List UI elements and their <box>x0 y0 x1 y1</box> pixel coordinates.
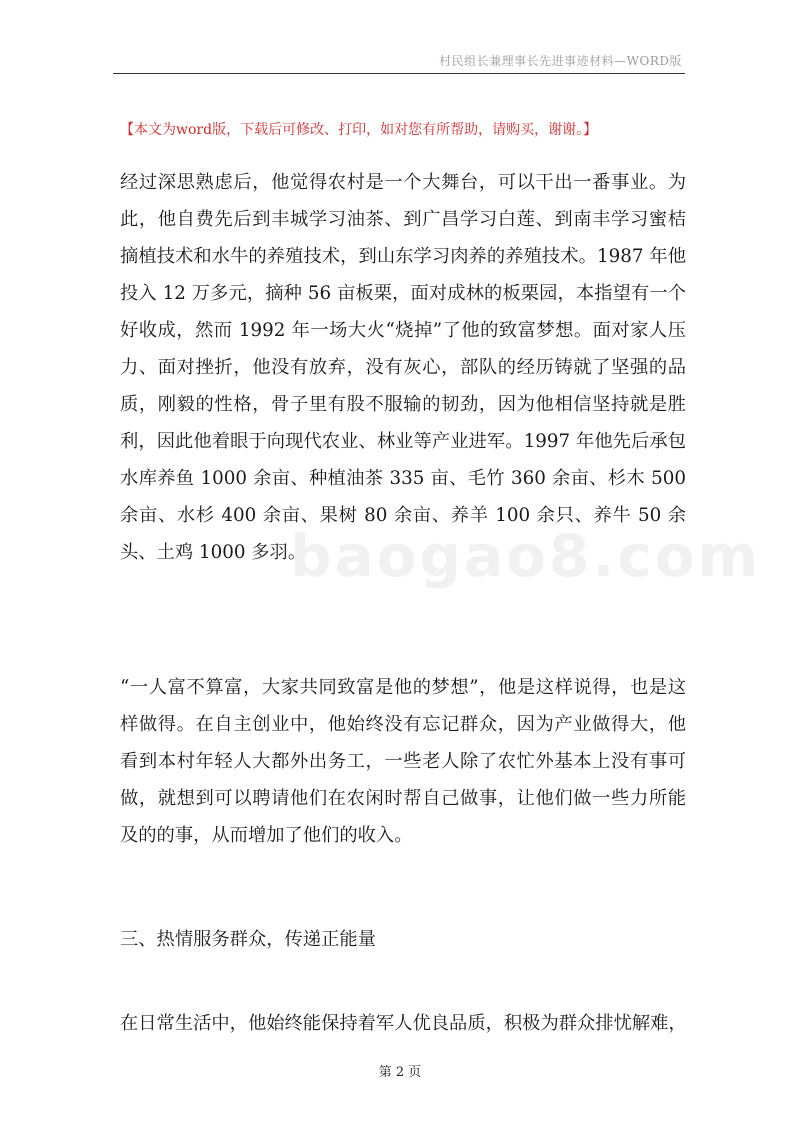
purchase-notice: 【本文为word版，下载后可修改、打印，如对您有所帮助，请购买，谢谢。】 <box>120 122 598 138</box>
body-paragraph-2: “一人富不算富，大家共同致富是他的梦想”，他是这样说得，也是这样做得。在自主创业中，他始终没有忘记群众，因为产业做得大，他看到本村年轻人大都外出务工，一些老人除了农忙外基本上没有事可做，就想到可以聘请他们在农闲时帮自己做事，让他们做一些力所能及的的事，从而增加了他们的收入。 <box>120 677 686 846</box>
section-heading: 三、热情服务群众，传递正能量 <box>120 929 376 950</box>
document-header-title: 村民组长兼理事长先进事迹材料—WORD版 <box>439 54 682 68</box>
page-number: 第 2 页 <box>378 1065 422 1080</box>
body-paragraph-3: 在日常生活中，他始终能保持着军人优良品质，积极为群众排忧解难， <box>120 1013 687 1034</box>
body-paragraph-1: 经过深思熟虑后，他觉得农村是一个大舞台，可以干出一番事业。为此，他自费先后到丰城学习油茶、到广昌学习白莲、到南丰学习蜜桔摘植技术和水牛的养殖技术，到山东学习肉养的养殖技术。1987 年他投入 12 万多元，摘种 56 亩板栗，面对成林的板栗园，本指望有一个好收成，然而 1992 年一场大火“烧掉”了他的致富梦想。面对家人压力、面对挫折，他没有放弃，没有灰心，部队的经历铸就了坚强的品质，刚毅的性格，骨子里有股不服输的韧劲，因为他相信坚持就是胜利，因此他着眼于向现代农业、林业等产业进军。1997 年他先后承包水库养鱼 1000 余亩、种植油茶 335 亩、毛竹 360 余亩、杉木 500 余亩、水杉 400 余亩、果树 80 余亩、养羊 100 余只、养牛 50 余头、土鸡 1000 多羽。 <box>120 172 686 563</box>
header-divider <box>113 73 685 74</box>
watermark: baogao8.com <box>290 522 762 590</box>
